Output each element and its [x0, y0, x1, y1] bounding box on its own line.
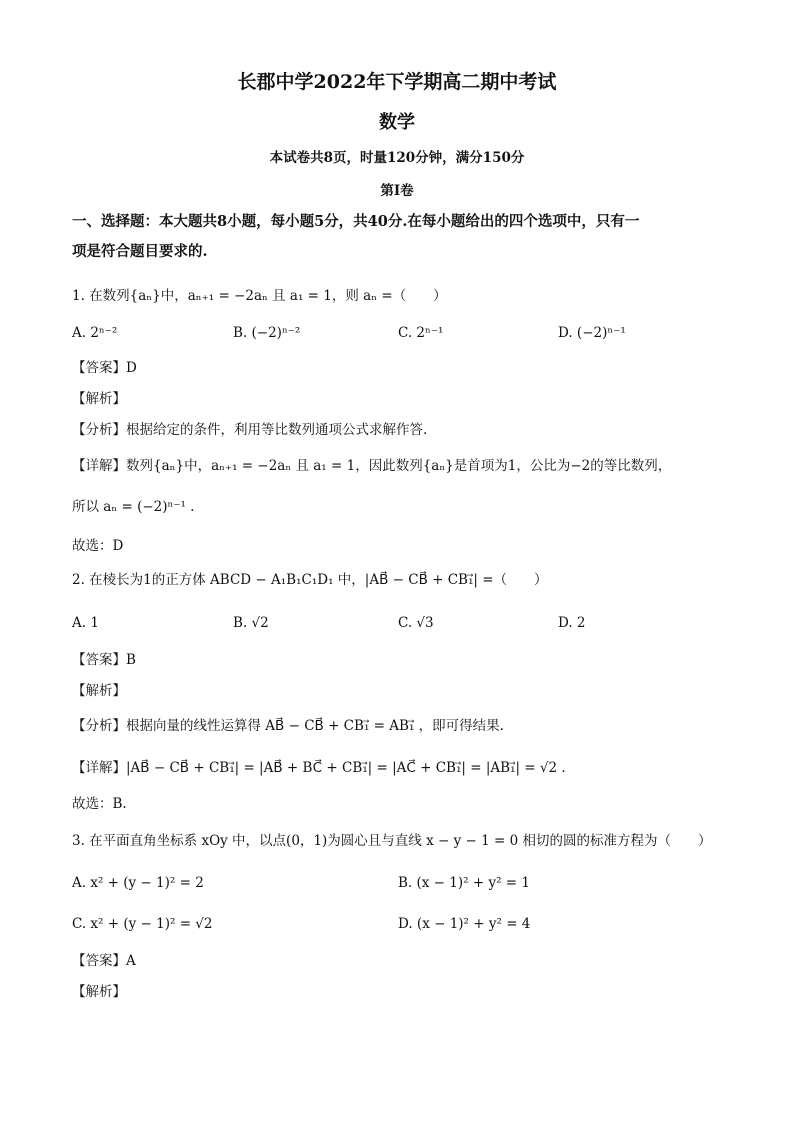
section-heading-line1: 一、选择题：本大题共8小题，每小题5分，共40分.在每小题给出的四个选项中，只有一 [72, 213, 640, 230]
q3-option-d: D. (x − 1)² + y² = 4 [398, 916, 531, 932]
q2-choice: 故选：B. [72, 796, 127, 812]
q3-answer: 【答案】A [72, 953, 136, 969]
q3-option-c: C. x² + (y − 1)² = √2 [72, 916, 213, 932]
q3-option-a: A. x² + (y − 1)² = 2 [72, 875, 204, 891]
q1-detail-2: 所以 aₙ = (−2)ⁿ⁻¹ . [72, 499, 195, 515]
q1-option-b: B. (−2)ⁿ⁻² [233, 325, 301, 341]
q1-analysis-label: 【解析】 [72, 391, 126, 407]
q2-option-d: D. 2 [558, 615, 586, 631]
exam-title: 长郡中学2022年下学期高二期中考试 [237, 71, 557, 93]
q1-answer: 【答案】D [72, 360, 137, 376]
subject-title: 数学 [379, 112, 415, 133]
q1-choice: 故选：D [72, 538, 124, 554]
q3-option-b: B. (x − 1)² + y² = 1 [398, 875, 530, 891]
exam-info: 本试卷共8页，时量120分钟，满分150分 [269, 150, 525, 166]
q1-fenxi: 【分析】根据给定的条件，利用等比数列通项公式求解作答. [72, 422, 428, 438]
q1-option-c: C. 2ⁿ⁻¹ [398, 325, 444, 341]
q1-option-a: A. 2ⁿ⁻² [72, 325, 118, 341]
q1-detail: 【详解】数列{aₙ}中，aₙ₊₁ = −2aₙ 且 a₁ = 1，因此数列{aₙ}是首项为1，公比为−2的等比数列， [72, 458, 672, 474]
q2-option-c: C. √3 [398, 615, 434, 631]
question-2-stem: 2. 在棱长为1的正方体 ABCD − A₁B₁C₁D₁ 中，|AB⃗ − CB⃗ + CB₁⃗| =（ ） [72, 572, 548, 588]
q2-answer: 【答案】B [72, 652, 136, 668]
q2-option-b: B. √2 [233, 615, 269, 631]
question-1-stem: 1. 在数列{aₙ}中，aₙ₊₁ = −2aₙ 且 a₁ = 1，则 aₙ =（ ） [72, 288, 447, 304]
q1-option-d: D. (−2)ⁿ⁻¹ [558, 325, 626, 341]
q3-analysis-label: 【解析】 [72, 984, 126, 1000]
q2-detail: 【详解】|AB⃗ − CB⃗ + CB₁⃗| = |AB⃗ + BC⃗ + CB₁⃗| = |AC⃗ + CB₁⃗| = |AB₁⃗| = √2 . [72, 760, 566, 776]
q2-option-a: A. 1 [72, 615, 99, 631]
section-heading-line2: 项是符合题目要求的. [72, 243, 208, 260]
q2-analysis-label: 【解析】 [72, 683, 126, 699]
q2-fenxi: 【分析】根据向量的线性运算得 AB⃗ − CB⃗ + CB₁⃗ = AB₁⃗ ，即可得结果. [72, 718, 504, 734]
volume-label: 第Ⅰ卷 [380, 183, 414, 199]
question-3-stem: 3. 在平面直角坐标系 xOy 中，以点(0，1)为圆心且与直线 x − y − 1 = 0 相切的圆的标准方程为（ ） [72, 833, 712, 849]
